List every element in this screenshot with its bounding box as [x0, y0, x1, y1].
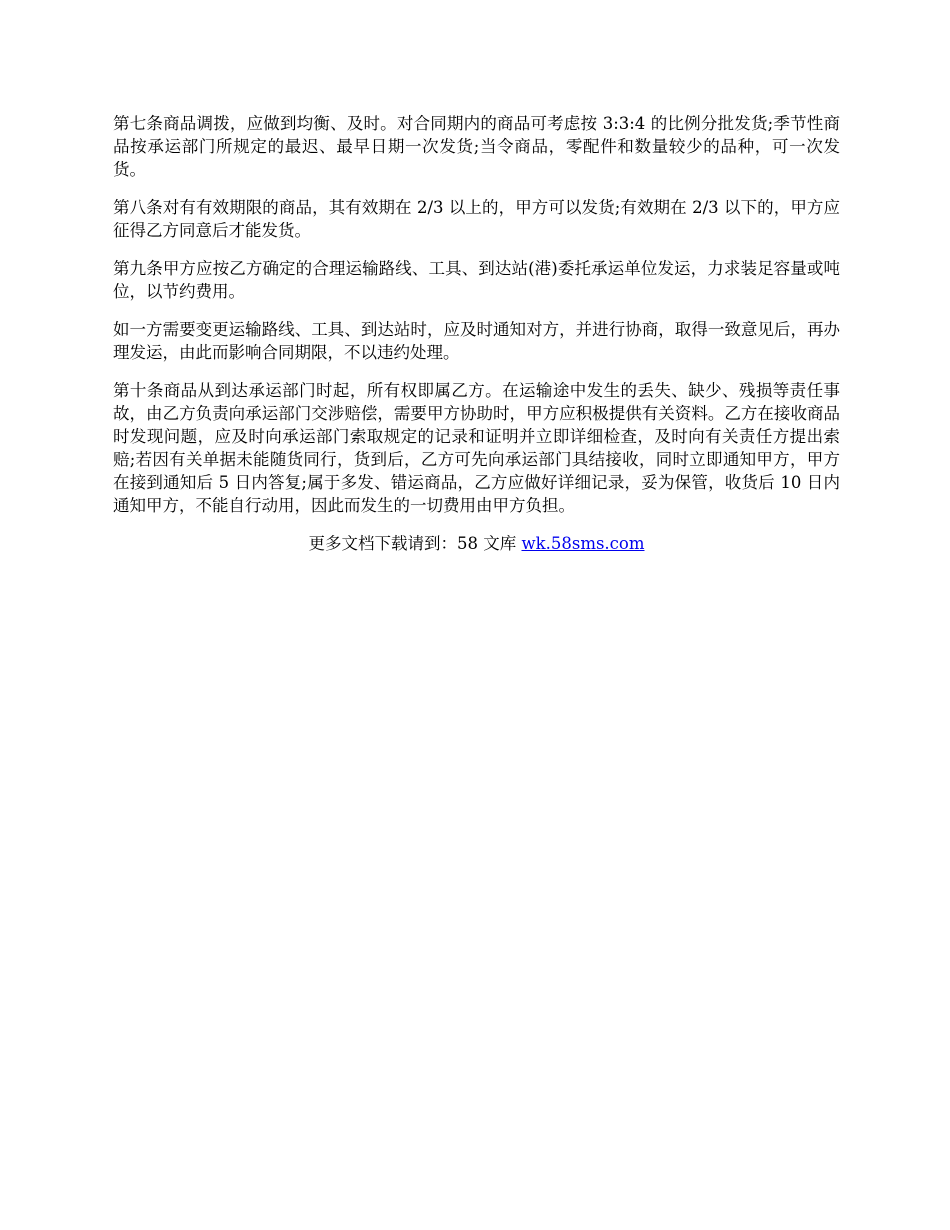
- paragraph-article-8: 第八条对有有效期限的商品，其有效期在 2/3 以上的，甲方可以发货;有效期在 2/3 以下的，甲方应征得乙方同意后才能发货。: [113, 198, 840, 240]
- footer-download-note: [113, 532, 840, 555]
- document-page: [113, 112, 840, 555]
- footer-download-link[interactable]: wk.58sms.com: [521, 534, 645, 553]
- footer-prefix-text: 更多文档下载请到：58 文库: [308, 534, 522, 553]
- paragraph-article-7: 第七条商品调拨，应做到均衡、及时。对合同期内的商品可考虑按 3:3:4 的比例分批发货;季节性商品按承运部门所规定的最迟、最早日期一次发货;当令商品，零配件和数量较少的品种，可一次发货。: [113, 114, 840, 179]
- paragraph-article-10: 第十条商品从到达承运部门时起，所有权即属乙方。在运输途中发生的丢失、缺少、残损等责任事故，由乙方负责向承运部门交涉赔偿，需要甲方协助时，甲方应积极提供有关资料。乙方在接收商品时发现问题，应及时向承运部门索取规定的记录和证明并立即详细检查，及时向有关责任方提出索赔;若因有关单据未能随货同行，货到后，乙方可先向承运部门具结接收，同时立即通知甲方，甲方在接到通知后 5 日内答复;属于多发、错运商品，乙方应做好详细记录，妥为保管，收货后 10 日内通知甲方，不能自行动用，因此而发生的一切费用由甲方负担。: [113, 381, 840, 515]
- paragraph-route-change: 如一方需要变更运输路线、工具、到达站时，应及时通知对方，并进行协商，取得一致意见后，再办理发运，由此而影响合同期限，不以违约处理。: [113, 320, 840, 362]
- paragraph-article-9: 第九条甲方应按乙方确定的合理运输路线、工具、到达站(港)委托承运单位发运，力求装足容量或吨位，以节约费用。: [113, 259, 840, 301]
